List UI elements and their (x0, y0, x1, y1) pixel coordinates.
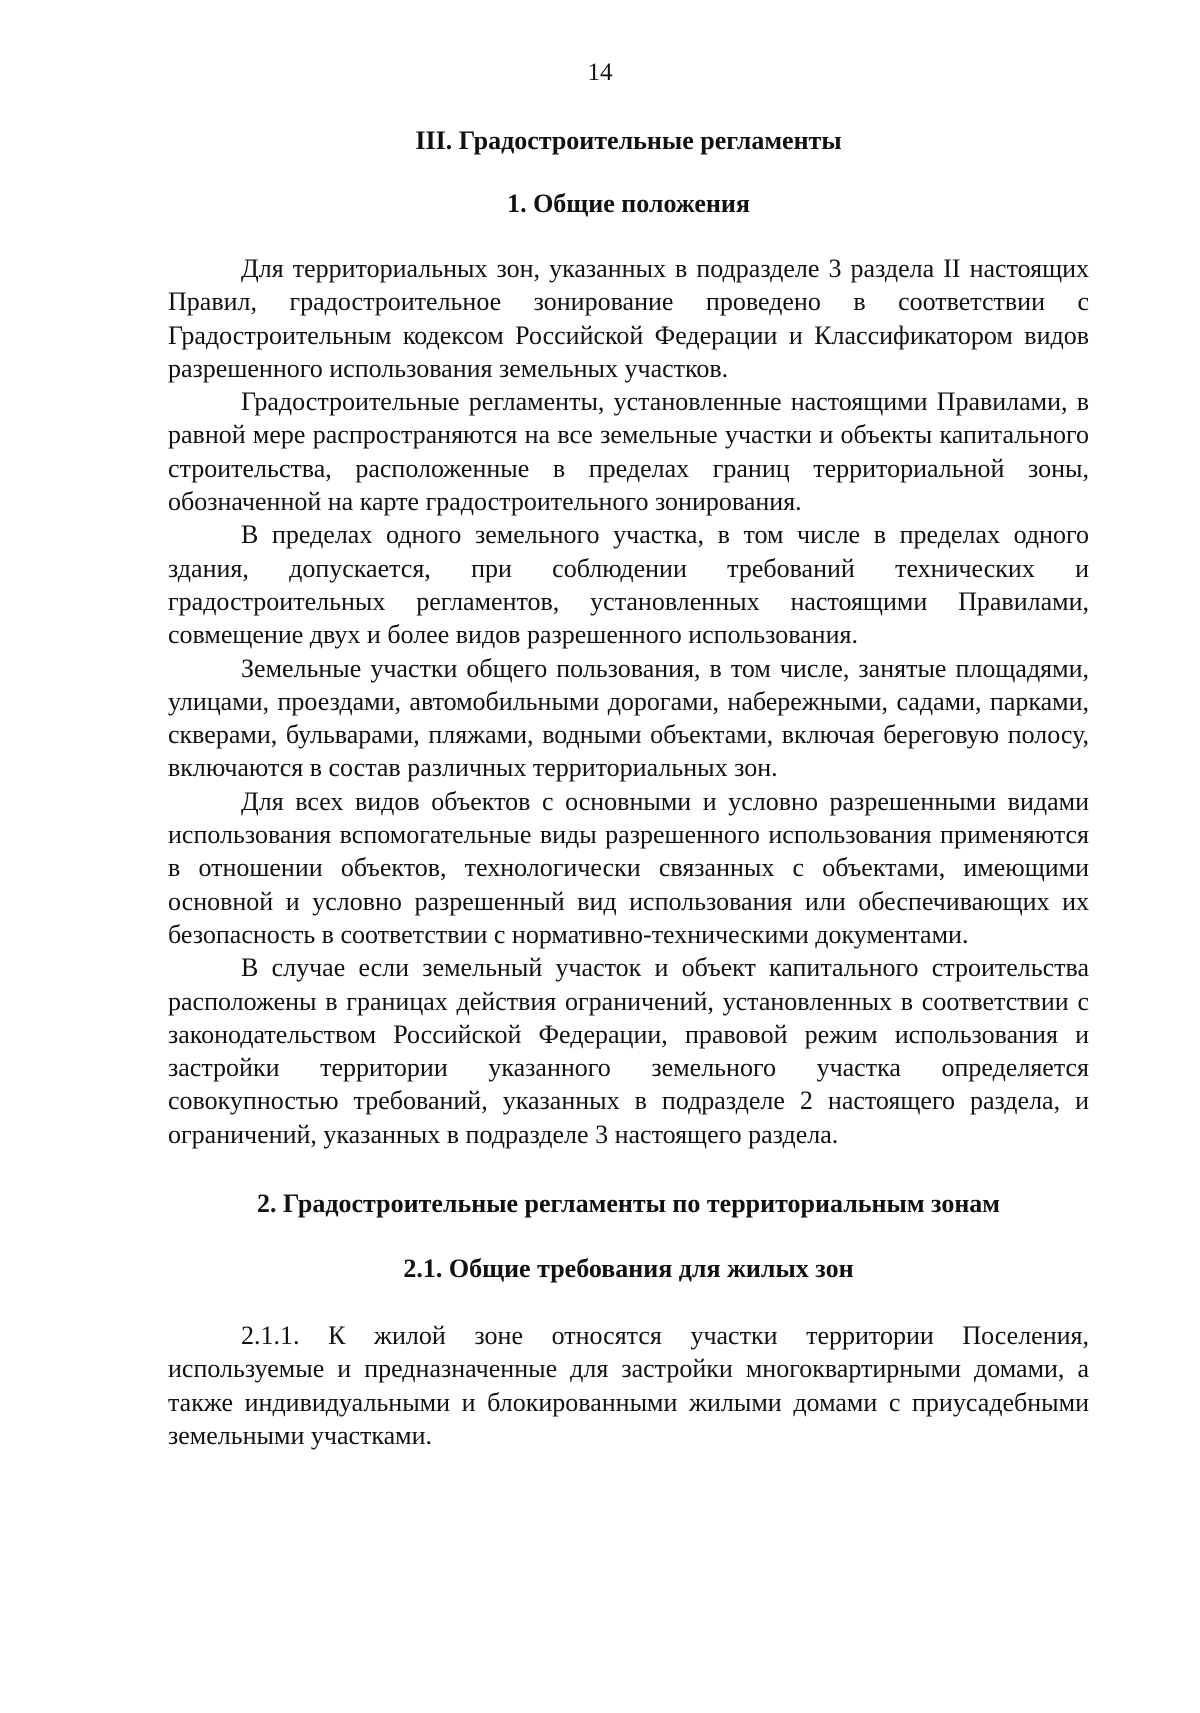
paragraph-2: Градостроительные регламенты, установленные настоящими Правилами, в равной мере распространяются на все земельные участки и объекты капитального строительства, расположенные в пределах границ территориальной зоны, обозначенной на карте градостроительного зонирования. (168, 387, 1089, 517)
page-number: 14 (587, 59, 613, 86)
paragraph-3: В пределах одного земельного участка, в том числе в пределах одного здания, допускается, при соблюдении требований технических и градостроительных регламентов, установленных настоящими Правилами, совмещение двух и более видов разрешенного использования. (168, 520, 1089, 650)
subsection-title-residential-zones: 2.1. Общие требования для жилых зон (403, 1254, 854, 1284)
section-title: III. Градостроительные регламенты (415, 126, 842, 155)
paragraph-4: Земельные участки общего пользования, в том числе, занятые площадями, улицами, проездами, автомобильными дорогами, набережными, садами, парками, скверами, бульварами, пляжами, водными объектами, включая береговую полосу, включаются в состав различных территориальных зон. (168, 653, 1089, 783)
subsection-title-general-provisions: 1. Общие положения (507, 189, 750, 218)
document-body (168, 118, 1089, 1452)
paragraph-5: Для всех видов объектов с основными и условно разрешенными видами использования вспомогательные виды разрешенного использования применяются в отношении объектов, технологически связанных с объектами, имеющими основной и условно разрешенный вид использования или обеспечивающих их безопасность в соответствии с нормативно-техническими документами. (168, 786, 1089, 949)
paragraph-1: Для территориальных зон, указанных в подразделе 3 раздела II настоящих Правил, градостроительное зонирование проведено в соответствии с Градостроительным кодексом Российской Федерации и Классификатором видов разрешенного использования земельных участков. (168, 254, 1089, 383)
subsection-title-zone-regulations: 2. Градостроительные регламенты по территориальным зонам (256, 1189, 1001, 1219)
paragraph-2-1-1: 2.1.1. К жилой зоне относятся участки территории Поселения, используемые и предназначенные для застройки многоквартирными домами, а также индивидуальными и блокированными жилыми домами с приусадебными земельными участками. (168, 1321, 1089, 1450)
paragraph-6: В случае если земельный участок и объект капитального строительства расположены в границах действия ограничений, установленных в соответствии с законодательством Российской Федерации, правовой режим использования и застройки территории указанного земельного участка определяется совокупностью требований, указанных в подразделе 2 настоящего раздела, и ограничений, указанных в подразделе 3 настоящего раздела. (168, 953, 1089, 1149)
